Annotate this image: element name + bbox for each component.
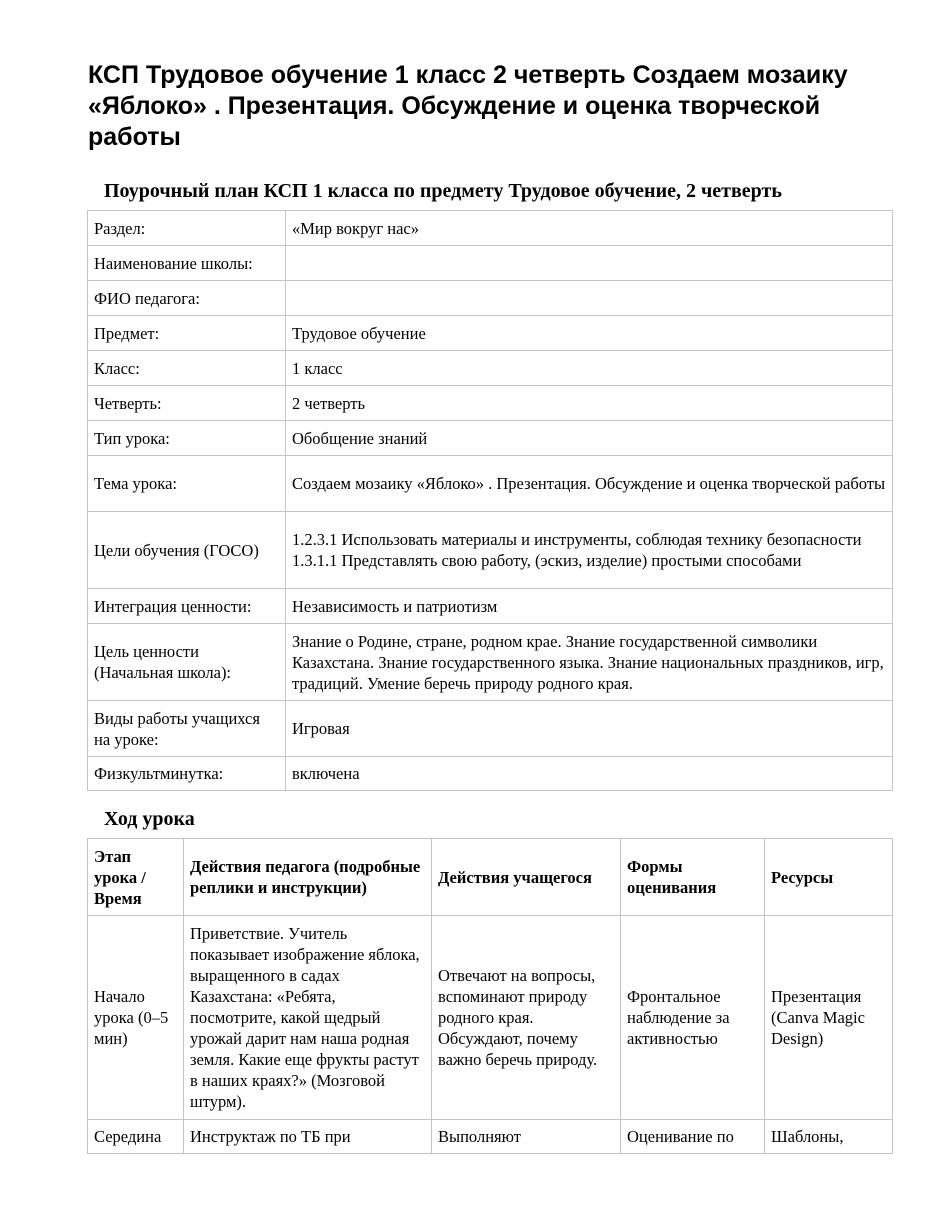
table-row — [88, 701, 893, 757]
column-header-assessment: Формы оценивания — [621, 839, 765, 916]
row-value: Игровая — [286, 701, 893, 757]
row-key: Класс: — [88, 351, 286, 386]
cell-teacher: Инструктаж по ТБ при — [184, 1120, 432, 1154]
page-title: КСП Трудовое обучение 1 класс 2 четверть Создаем мозаику «Яблоко» . Презентация. Обсуждение и оценка творческой работы — [88, 61, 848, 151]
row-key: Цели обучения (ГОСО) — [88, 512, 286, 589]
table-row — [88, 351, 893, 386]
table-row — [88, 386, 893, 421]
table-row — [88, 281, 893, 316]
table-row — [88, 757, 893, 791]
row-key: Раздел: — [88, 211, 286, 246]
row-key: Виды работы учащихся на уроке: — [88, 701, 286, 757]
column-header-stage: Этап урока / Время — [88, 839, 184, 916]
cell-stage: Середина — [88, 1120, 184, 1154]
row-key: Четверть: — [88, 386, 286, 421]
table-row — [88, 456, 893, 512]
table-row — [88, 916, 893, 1120]
column-header-teacher: Действия педагога (подробные реплики и инструкции) — [184, 839, 432, 916]
cell-resources: Презентация (Canva Magic Design) — [765, 916, 893, 1120]
plan-heading: Поурочный план КСП 1 класса по предмету Трудовое обучение, 2 четверть — [104, 180, 782, 202]
cell-student: Отвечают на вопросы, вспоминают природу родного края. Обсуждают, почему важно беречь природу. — [432, 916, 621, 1120]
row-key: ФИО педагога: — [88, 281, 286, 316]
row-value: Обобщение знаний — [286, 421, 893, 456]
row-value — [286, 281, 893, 316]
table-row — [88, 316, 893, 351]
column-header-student: Действия учащегося — [432, 839, 621, 916]
row-key: Тип урока: — [88, 421, 286, 456]
row-value: 1 класс — [286, 351, 893, 386]
cell-assessment: Фронтальное наблюдение за активностью — [621, 916, 765, 1120]
row-value — [286, 246, 893, 281]
row-value: Трудовое обучение — [286, 316, 893, 351]
row-value: Независимость и патриотизм — [286, 589, 893, 624]
row-value: 1.2.3.1 Использовать материалы и инструменты, соблюдая технику безопасности 1.3.1.1 Представлять свою работу, (эскиз, изделие) простыми способами — [286, 512, 893, 589]
row-value: Знание о Родине, стране, родном крае. Знание государственной символики Казахстана. Знание государственного языка. Знание национальных праздников, игр, традиций. Умение беречь природу родного края. — [286, 624, 893, 701]
lesson-flow-table — [87, 838, 893, 1154]
row-value: «Мир вокруг нас» — [286, 211, 893, 246]
table-row — [88, 246, 893, 281]
table-row — [88, 421, 893, 456]
row-key: Тема урока: — [88, 456, 286, 512]
row-value: Создаем мозаику «Яблоко» . Презентация. Обсуждение и оценка творческой работы — [286, 456, 893, 512]
lesson-info-table — [87, 210, 893, 791]
lesson-heading: Ход урока — [104, 808, 195, 830]
cell-student: Выполняют — [432, 1120, 621, 1154]
row-key: Предмет: — [88, 316, 286, 351]
row-key: Наименование школы: — [88, 246, 286, 281]
table-row — [88, 211, 893, 246]
cell-teacher: Приветствие. Учитель показывает изображение яблока, выращенного в садах Казахстана: «Ребята, посмотрите, какой щедрый урожай дарит нам наша родная земля. Какие еще фрукты растут в наших краях?» (Мозговой штурм). — [184, 916, 432, 1120]
row-value: включена — [286, 757, 893, 791]
table-row — [88, 589, 893, 624]
cell-assessment: Оценивание по — [621, 1120, 765, 1154]
cell-resources: Шаблоны, — [765, 1120, 893, 1154]
row-key: Интеграция ценности: — [88, 589, 286, 624]
row-key: Цель ценности (Начальная школа): — [88, 624, 286, 701]
header-row — [88, 839, 893, 916]
row-value: 2 четверть — [286, 386, 893, 421]
table-row — [88, 1120, 893, 1154]
row-key: Физкультминутка: — [88, 757, 286, 791]
column-header-resources: Ресурсы — [765, 839, 893, 916]
table-row — [88, 624, 893, 701]
table-row — [88, 512, 893, 589]
cell-stage: Начало урока (0–5 мин) — [88, 916, 184, 1120]
